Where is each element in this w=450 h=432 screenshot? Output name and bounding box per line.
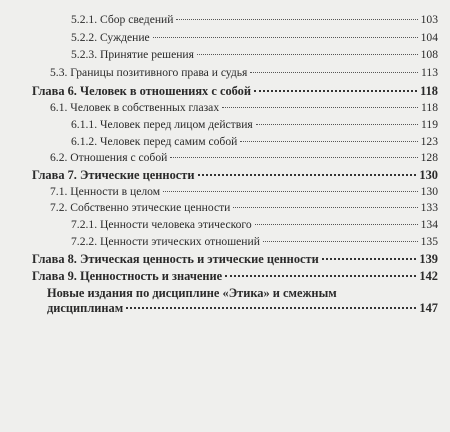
toc-entry-page: 104 xyxy=(420,31,438,44)
toc-chapter-title: Глава 7. Этические ценности xyxy=(32,168,195,182)
toc-entry-6-1-2 xyxy=(71,134,438,150)
toc-entry-page: 128 xyxy=(420,151,438,164)
toc-chapter-page: 147 xyxy=(419,301,438,315)
toc-entry-page: 113 xyxy=(421,66,438,79)
toc-entry-page: 135 xyxy=(420,235,438,248)
dot-leader xyxy=(222,107,418,108)
toc-entry-5-2-1 xyxy=(71,12,438,28)
toc-chapter-6 xyxy=(32,83,438,99)
toc-entry-5-2-3 xyxy=(71,47,438,63)
toc-entry-6-1-1 xyxy=(71,117,438,133)
toc-chapter-title: Глава 9. Ценностность и значение xyxy=(32,269,223,283)
toc-entry-title: 5.2.1. Сбор сведений xyxy=(71,13,174,26)
toc-entry-title: 7.1. Ценности в целом xyxy=(50,185,161,198)
dot-leader xyxy=(225,275,416,277)
dot-leader xyxy=(254,90,417,92)
toc-entry-title: 7.2.1. Ценности человека этического xyxy=(71,218,252,231)
toc-entry-title: 5.2.2. Суждение xyxy=(71,31,150,44)
dot-leader xyxy=(176,19,417,20)
toc-new-editions-title: Новые издания по дисциплине «Этика» и смежным xyxy=(47,286,337,300)
dot-leader xyxy=(255,224,418,225)
toc-entry-7-1 xyxy=(50,184,438,200)
toc-entry-5-2-2 xyxy=(71,30,438,46)
toc-entry-6-2 xyxy=(50,150,438,166)
toc-chapter-page: 118 xyxy=(420,84,438,98)
toc-entry-page: 118 xyxy=(421,101,438,114)
toc-new-editions-title-line2: дисциплинам xyxy=(47,301,124,315)
toc-chapter-7 xyxy=(32,167,438,183)
toc-entry-7-2-2 xyxy=(71,234,438,250)
dot-leader xyxy=(197,54,418,55)
toc-entry-7-2-1 xyxy=(71,217,438,233)
toc-entry-page: 134 xyxy=(420,218,438,231)
toc-entry-title: 6.2. Отношения с собой xyxy=(50,151,168,164)
toc-entry-5-3 xyxy=(50,65,438,81)
dot-leader xyxy=(322,258,417,260)
toc-entry-page: 130 xyxy=(420,185,438,198)
toc-entry-page: 119 xyxy=(421,118,438,131)
dot-leader xyxy=(256,124,418,125)
dot-leader xyxy=(170,157,417,158)
toc-entry-title: 6.1.1. Человек перед лицом действия xyxy=(71,118,253,131)
toc-entry-title: 5.2.3. Принятие решения xyxy=(71,48,194,61)
toc-chapter-title: Глава 6. Человек в отношениях с собой xyxy=(32,84,252,98)
toc-entry-6-1 xyxy=(50,100,438,116)
toc-new-editions xyxy=(47,300,438,316)
toc-entry-page: 133 xyxy=(420,201,438,214)
dot-leader xyxy=(233,207,417,208)
dot-leader xyxy=(240,141,417,142)
toc-entry-title: 6.1.2. Человек перед самим собой xyxy=(71,135,238,148)
toc-entry-page: 103 xyxy=(420,13,438,26)
toc-entry-page: 108 xyxy=(420,48,438,61)
toc-entry-7-2 xyxy=(50,200,438,216)
toc-chapter-8 xyxy=(32,251,438,267)
toc-entry-title: 6.1. Человек в собственных глазах xyxy=(50,101,220,114)
toc-chapter-page: 142 xyxy=(419,269,438,283)
dot-leader xyxy=(250,72,418,73)
dot-leader xyxy=(198,174,417,176)
dot-leader xyxy=(126,307,416,309)
dot-leader xyxy=(153,37,418,38)
toc-chapter-page: 130 xyxy=(419,168,438,182)
dot-leader xyxy=(263,241,418,242)
dot-leader xyxy=(163,191,418,192)
toc-chapter-9 xyxy=(32,268,438,284)
toc-entry-title: 7.2.2. Ценности этических отношений xyxy=(71,235,260,248)
toc-chapter-page: 139 xyxy=(419,252,438,266)
toc-entry-title: 5.3. Границы позитивного права и судья xyxy=(50,66,248,79)
toc-chapter-title: Глава 8. Этическая ценность и этические ценности xyxy=(32,252,319,266)
toc-entry-title: 7.2. Собственно этические ценности xyxy=(50,201,231,214)
toc-entry-page: 123 xyxy=(420,135,438,148)
